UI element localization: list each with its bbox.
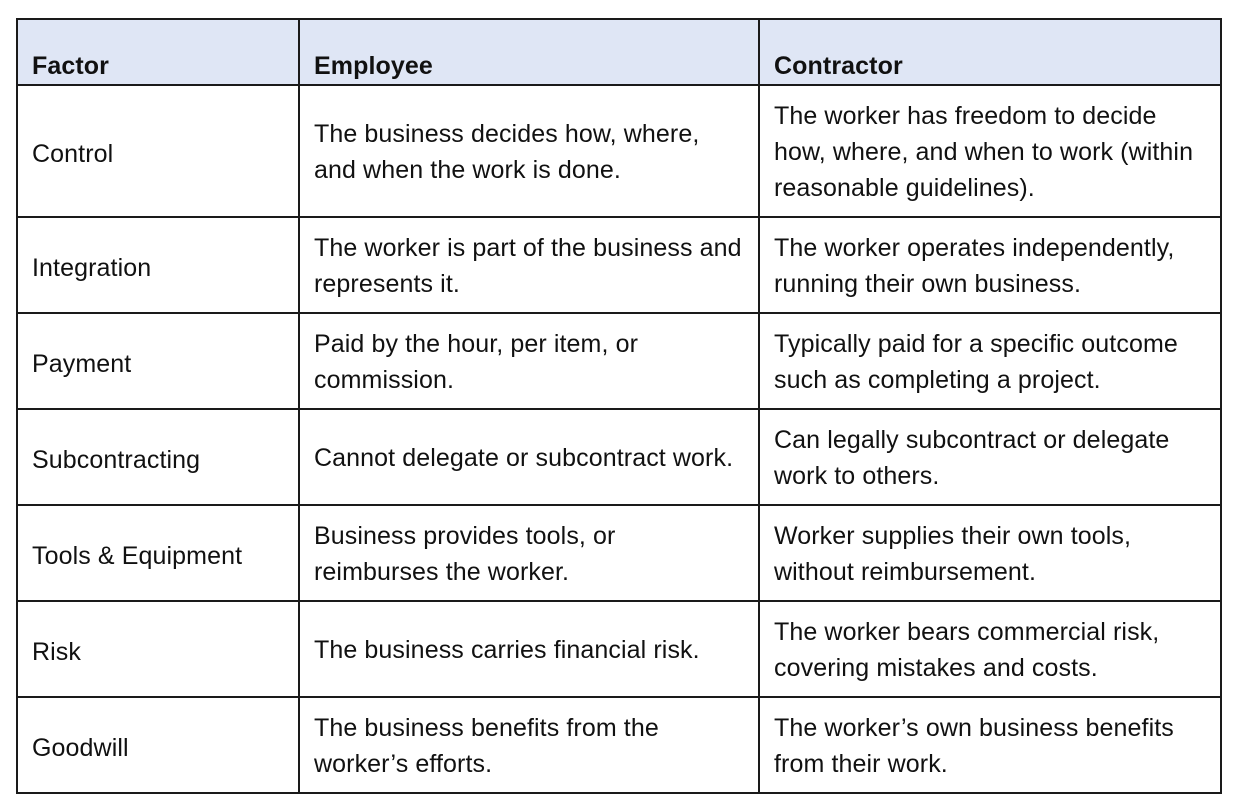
contractor-cell: Typically paid for a specific outcome such as completing a project.: [759, 313, 1221, 409]
table-row: [17, 505, 1221, 601]
header-factor: Factor: [17, 19, 299, 85]
contractor-cell: Can legally subcontract or delegate work to others.: [759, 409, 1221, 505]
table-row: [17, 313, 1221, 409]
employee-cell: The business decides how, where, and when the work is done.: [299, 85, 759, 217]
table-row: [17, 85, 1221, 217]
contractor-cell: The worker has freedom to decide how, where, and when to work (within reasonable guidelines).: [759, 85, 1221, 217]
table-row: [17, 697, 1221, 793]
contractor-cell: The worker’s own business benefits from their work.: [759, 697, 1221, 793]
factor-cell: Control: [17, 85, 299, 217]
contractor-cell: Worker supplies their own tools, without reimbursement.: [759, 505, 1221, 601]
table-row: [17, 217, 1221, 313]
header-employee: Employee: [299, 19, 759, 85]
factor-cell: Integration: [17, 217, 299, 313]
factor-cell: Subcontracting: [17, 409, 299, 505]
contractor-cell: The worker bears commercial risk, covering mistakes and costs.: [759, 601, 1221, 697]
employee-cell: The business benefits from the worker’s efforts.: [299, 697, 759, 793]
factor-cell: Payment: [17, 313, 299, 409]
employee-cell: Business provides tools, or reimburses the worker.: [299, 505, 759, 601]
header-contractor: Contractor: [759, 19, 1221, 85]
employee-cell: Paid by the hour, per item, or commission.: [299, 313, 759, 409]
factor-cell: Tools & Equipment: [17, 505, 299, 601]
contractor-cell: The worker operates independently, running their own business.: [759, 217, 1221, 313]
factor-cell: Risk: [17, 601, 299, 697]
table-row: [17, 601, 1221, 697]
employee-cell: The worker is part of the business and represents it.: [299, 217, 759, 313]
factor-cell: Goodwill: [17, 697, 299, 793]
employee-cell: Cannot delegate or subcontract work.: [299, 409, 759, 505]
comparison-table-container: [16, 18, 1220, 794]
employee-vs-contractor-table: [16, 18, 1222, 794]
employee-cell: The business carries financial risk.: [299, 601, 759, 697]
table-row: [17, 409, 1221, 505]
header-row: [17, 19, 1221, 85]
